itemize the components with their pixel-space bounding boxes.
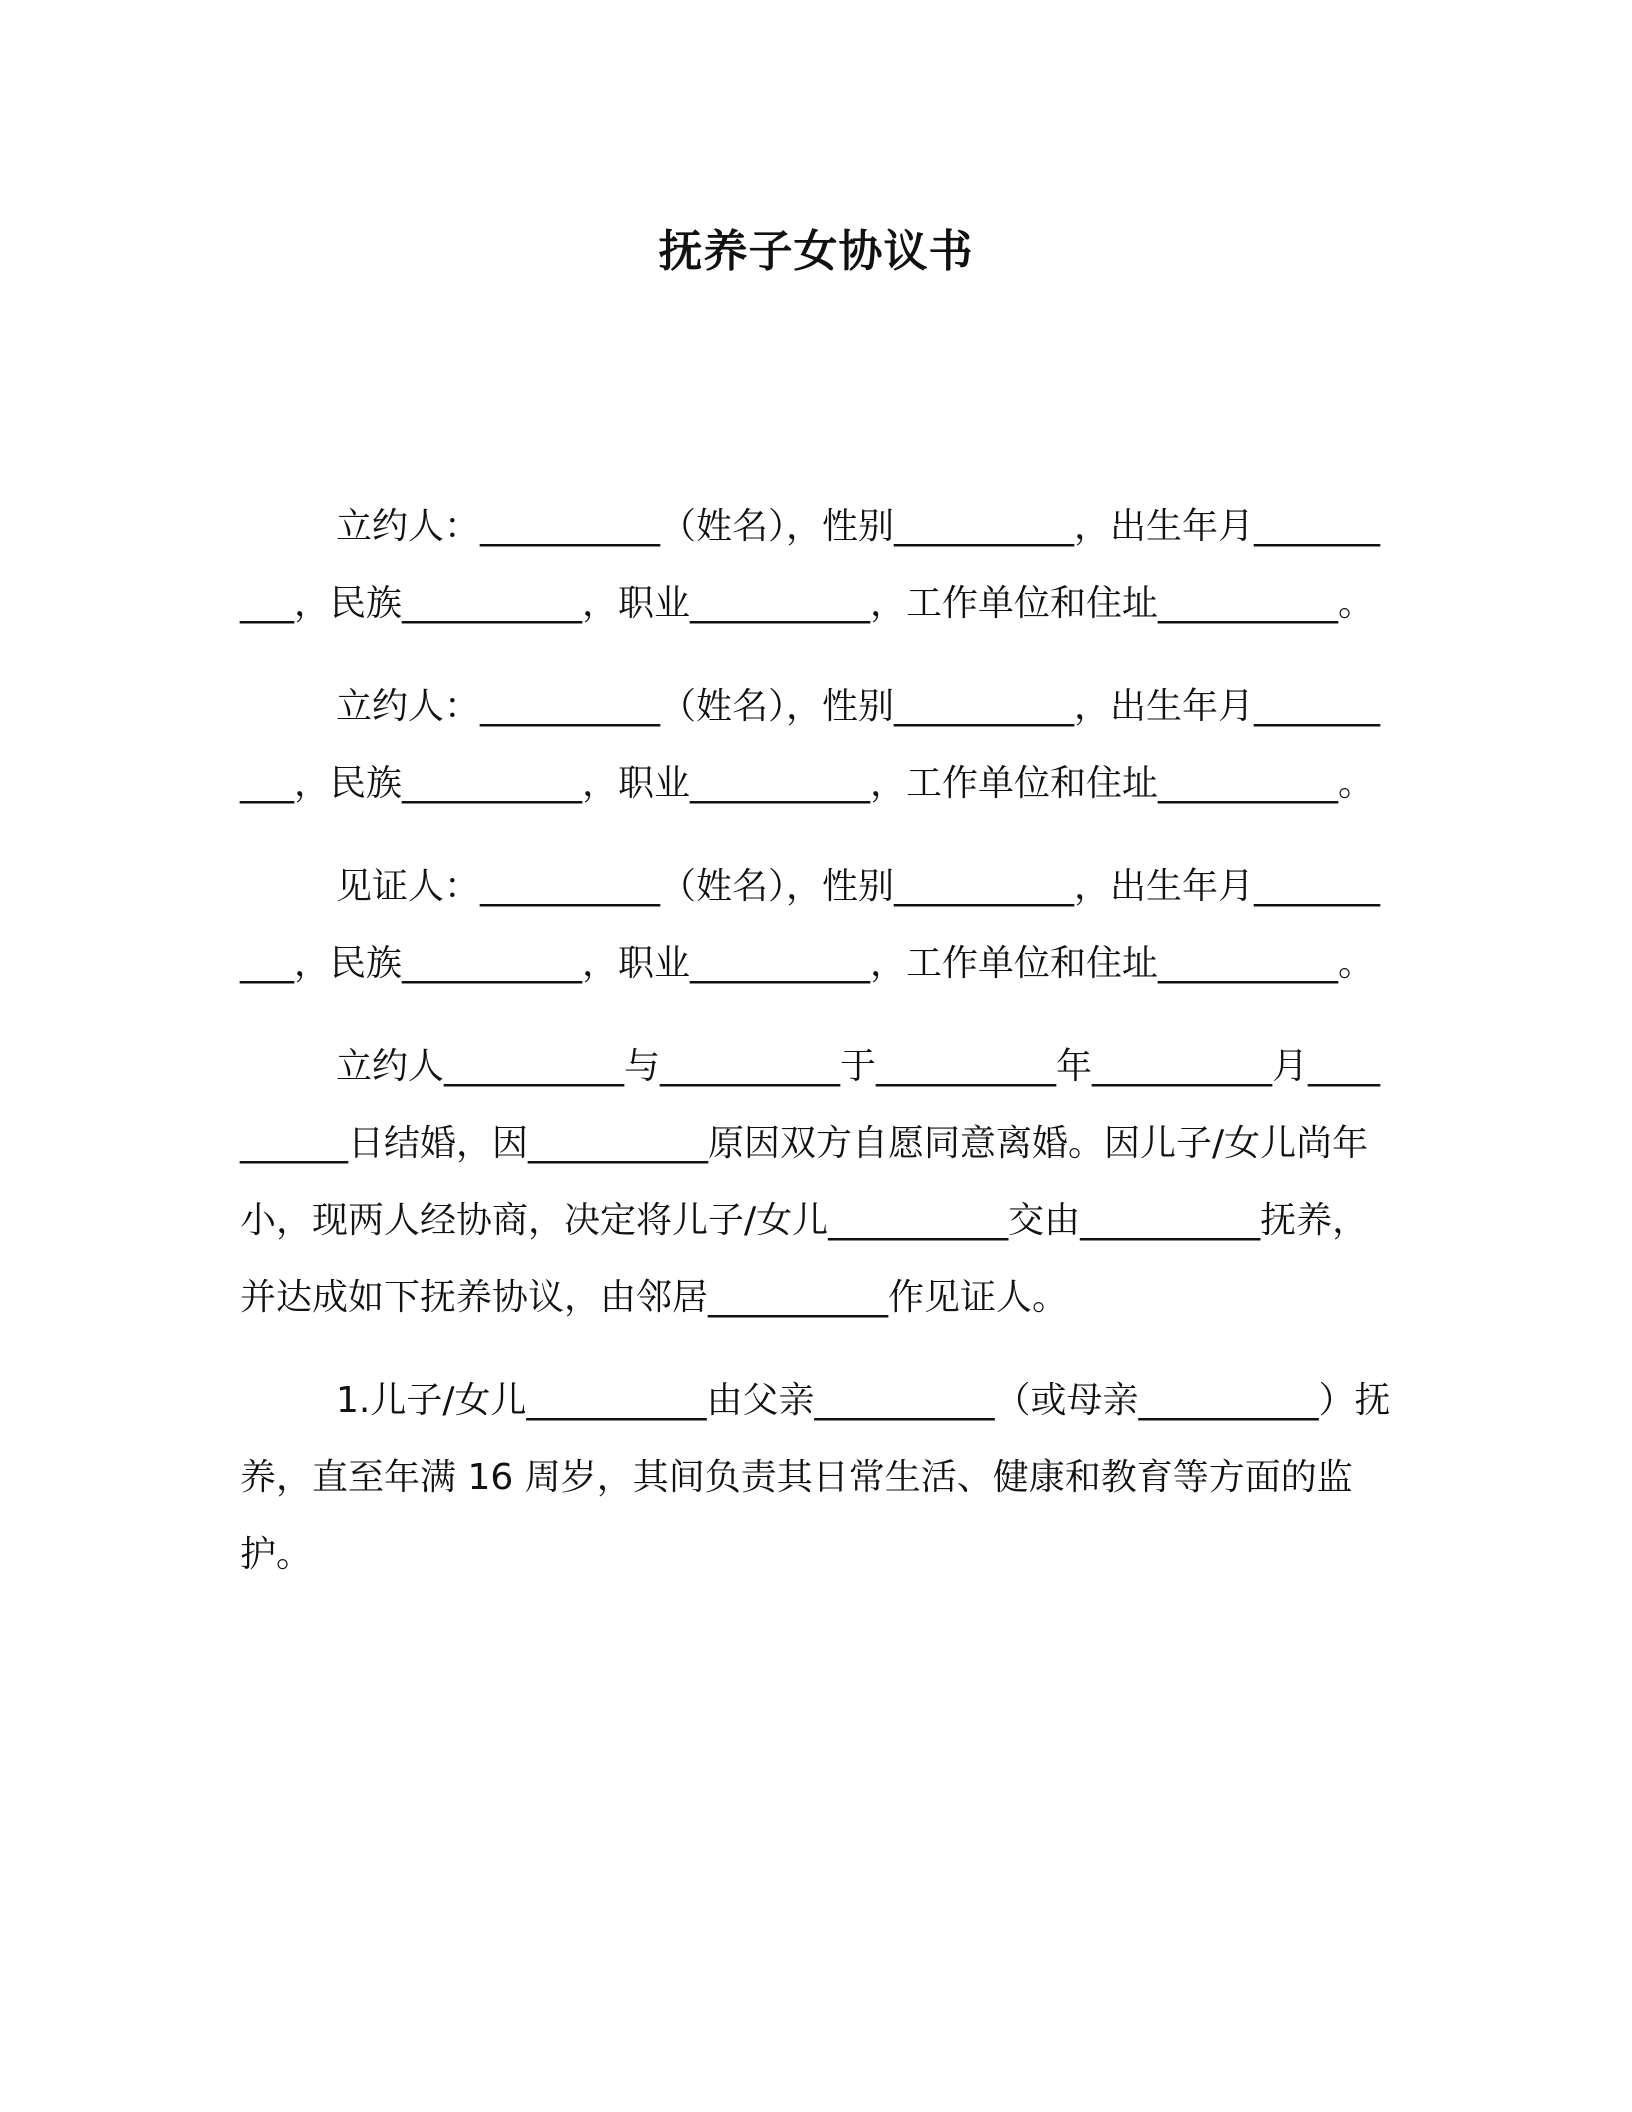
paragraph-clause-1: 1.儿子/女儿__________由父亲__________（或母亲__________）抚养，直至年满 16 周岁，其间负责其日常生活、健康和教育等方面的监护。: [240, 1380, 1391, 1575]
document-title: 抚养子女协议书: [658, 226, 974, 277]
paragraph-background: 立约人__________与__________于__________年__________月__________日结婚，因__________原因双方自愿同意离婚。因儿子/女儿尚年小，现两人经协商，决定将儿子/女儿__________交由__________抚养，并达成如下抚养协议，由邻居__________作见证人。: [240, 1046, 1380, 1318]
paragraph-party-2: 立约人：__________（姓名），性别__________，出生年月__________，民族__________，职业__________，工作单位和住址__________。: [240, 686, 1381, 804]
paragraph-party-1: 立约人：__________（姓名），性别__________，出生年月__________，民族__________，职业__________，工作单位和住址__________。: [240, 506, 1381, 624]
document-body: [240, 488, 1392, 1593]
paragraph-witness: 见证人：__________（姓名），性别__________，出生年月__________，民族__________，职业__________，工作单位和住址__________。: [240, 866, 1381, 984]
